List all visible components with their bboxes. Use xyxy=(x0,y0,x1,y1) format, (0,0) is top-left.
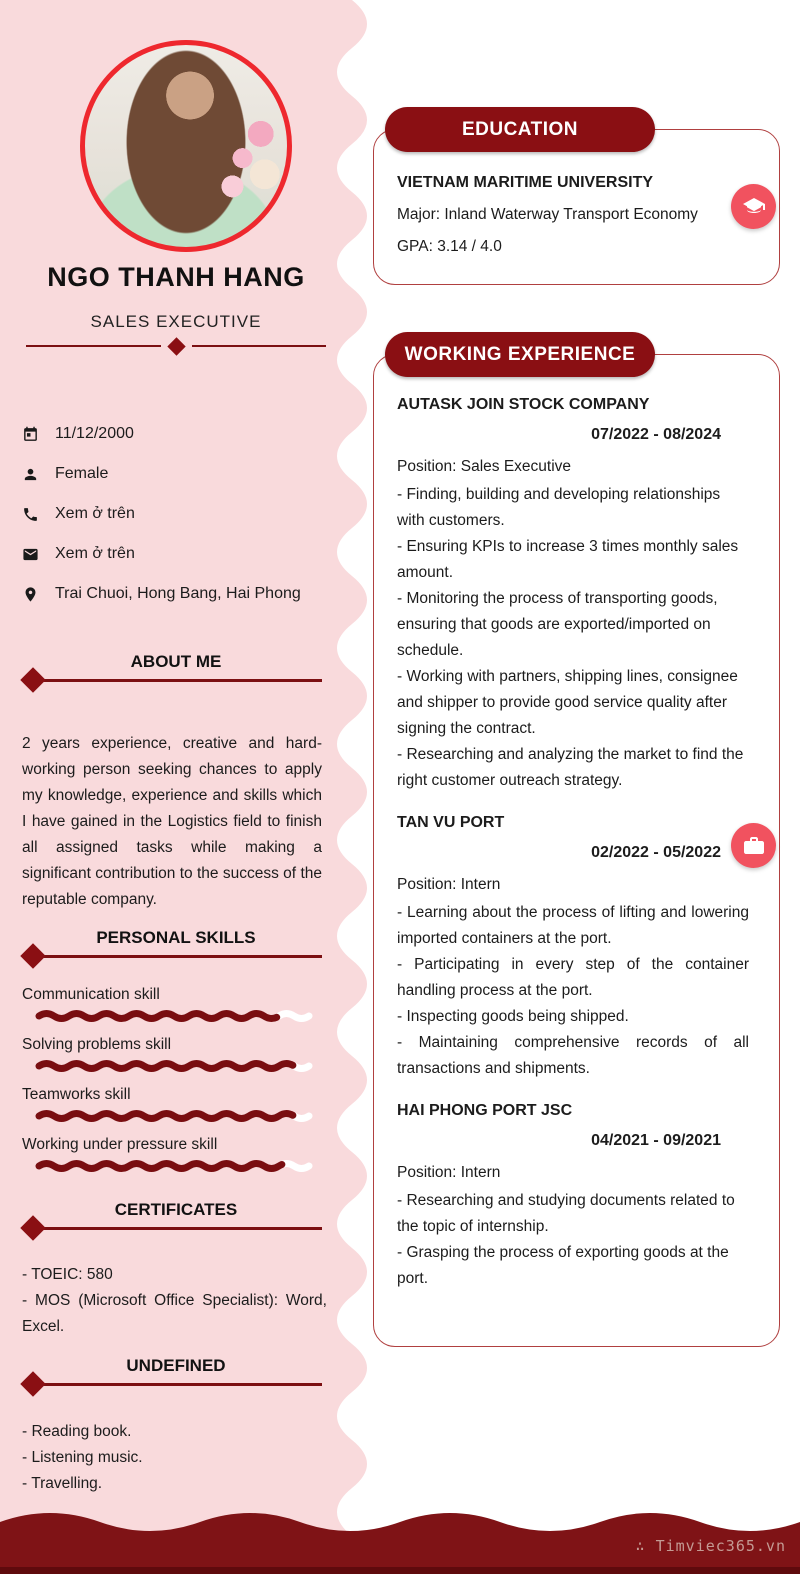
skill-item xyxy=(22,1134,332,1173)
list-item xyxy=(22,502,337,526)
job-entry xyxy=(397,1100,749,1292)
email-value: Xem ở trên xyxy=(55,545,135,562)
list-item: - Listening music. xyxy=(22,1449,143,1466)
hobbies-section-header xyxy=(0,1356,352,1386)
bullet: - Monitoring the process of transporting goods, ensuring that goods are exported/imported on schedule. xyxy=(397,590,718,659)
skill-label: Communication skill xyxy=(22,986,160,1003)
envelope-icon xyxy=(22,546,39,563)
education-content xyxy=(397,172,727,258)
bullet: - Inspecting goods being shipped. xyxy=(397,1008,629,1025)
job-bullets xyxy=(397,900,749,1082)
bullet: - Learning about the process of lifting and lowering imported containers at the port. xyxy=(397,904,749,947)
address-value: Trai Chuoi, Hong Bang, Hai Phong xyxy=(55,585,301,602)
avatar xyxy=(80,40,292,252)
job-position: Position: Intern xyxy=(397,876,501,893)
skill-bar xyxy=(35,1009,320,1023)
job-position: Position: Intern xyxy=(397,1164,501,1181)
list-item xyxy=(22,582,337,606)
gender-value: Female xyxy=(55,465,109,482)
footer-bottom-strip xyxy=(0,1567,800,1574)
education-section-pill: EDUCATION xyxy=(385,107,655,152)
job-entry xyxy=(397,394,749,794)
about-text: 2 years experience, creative and hard-working person seeking chances to apply my knowledge, experience and skills which I have gained in the Logistics field to finish all assigned tasks while making a significant contribution to the success of the reputable company. xyxy=(22,735,322,908)
hobbies-list xyxy=(22,1419,327,1497)
person-icon xyxy=(22,466,39,483)
bullet: - Working with partners, shipping lines, consignee and shipper to provide good service quality after signing the contract. xyxy=(397,668,738,737)
list-item: - TOEIC: 580 xyxy=(22,1266,113,1283)
experience-content xyxy=(397,394,749,1292)
birthdate-value: 11/12/2000 xyxy=(55,425,134,442)
skill-item xyxy=(22,984,332,1023)
title-divider xyxy=(26,338,326,354)
bullet: - Researching and studying documents related to the topic of internship. xyxy=(397,1192,735,1235)
phone-value: Xem ở trên xyxy=(55,505,135,522)
briefcase-icon xyxy=(731,823,776,868)
certificates-section-header xyxy=(0,1200,352,1230)
bullet: - Ensuring KPIs to increase 3 times monthly sales amount. xyxy=(397,538,739,581)
skill-bar xyxy=(35,1159,320,1173)
graduation-cap-icon xyxy=(731,184,776,229)
list-item xyxy=(22,462,337,486)
bullet: - Researching and analyzing the market to find the right customer outreach strategy. xyxy=(397,746,744,789)
footer-wave-band xyxy=(0,1496,800,1574)
brand-watermark: ∴ Timviec365.vn xyxy=(635,1537,786,1555)
skill-bar xyxy=(35,1109,320,1123)
section-heading: ABOUT ME xyxy=(130,652,222,671)
job-period: 02/2022 - 05/2022 xyxy=(591,844,721,861)
personal-info-list xyxy=(22,422,337,622)
list-item xyxy=(22,422,337,446)
gpa-line: GPA: 3.14 / 4.0 xyxy=(397,238,502,255)
list-item xyxy=(22,542,337,566)
skill-label: Working under pressure skill xyxy=(22,1136,218,1153)
school-name: VIETNAM MARITIME UNIVERSITY xyxy=(397,174,654,191)
job-bullets xyxy=(397,1188,749,1292)
experience-section-pill: WORKING EXPERIENCE xyxy=(385,332,655,377)
job-period: 07/2022 - 08/2024 xyxy=(591,426,721,443)
skills-section-header xyxy=(0,928,352,958)
section-heading: PERSONAL SKILLS xyxy=(96,928,256,947)
job-period: 04/2021 - 09/2021 xyxy=(591,1132,721,1149)
job-entry xyxy=(397,812,749,1082)
list-item: - Travelling. xyxy=(22,1475,103,1492)
list-item: - Reading book. xyxy=(22,1423,132,1440)
skill-item xyxy=(22,1034,332,1073)
skill-item xyxy=(22,1084,332,1123)
diamond-ornament xyxy=(167,337,185,355)
about-section-header xyxy=(0,652,352,682)
location-icon xyxy=(22,586,39,603)
skills-list xyxy=(22,984,332,1184)
candidate-name: NGO THANH HANG xyxy=(47,262,305,292)
skill-label: Teamworks skill xyxy=(22,1086,131,1103)
candidate-job-title: SALES EXECUTIVE xyxy=(90,312,262,331)
bullet: - Grasping the process of exporting goods at the port. xyxy=(397,1244,729,1287)
job-bullets xyxy=(397,482,749,794)
calendar-icon xyxy=(22,426,39,443)
skill-label: Solving problems skill xyxy=(22,1036,172,1053)
section-heading: CERTIFICATES xyxy=(114,1200,238,1219)
phone-icon xyxy=(22,506,39,523)
company-name: HAI PHONG PORT JSC xyxy=(397,1102,573,1119)
left-column xyxy=(0,0,352,1574)
bullet: - Finding, building and developing relationships with customers. xyxy=(397,486,721,529)
bullet: - Maintaining comprehensive records of all transactions and shipments. xyxy=(397,1034,749,1077)
bullet: - Participating in every step of the container handling process at the port. xyxy=(397,956,749,999)
skill-bar xyxy=(35,1059,320,1073)
certificates-list xyxy=(22,1262,327,1340)
list-item: - MOS (Microsoft Office Specialist): Word, Excel. xyxy=(22,1292,327,1335)
section-heading: UNDEFINED xyxy=(126,1356,226,1375)
major-line: Major: Inland Waterway Transport Economy xyxy=(397,206,698,223)
company-name: AUTASK JOIN STOCK COMPANY xyxy=(397,396,650,413)
company-name: TAN VU PORT xyxy=(397,814,505,831)
job-position: Position: Sales Executive xyxy=(397,458,572,475)
